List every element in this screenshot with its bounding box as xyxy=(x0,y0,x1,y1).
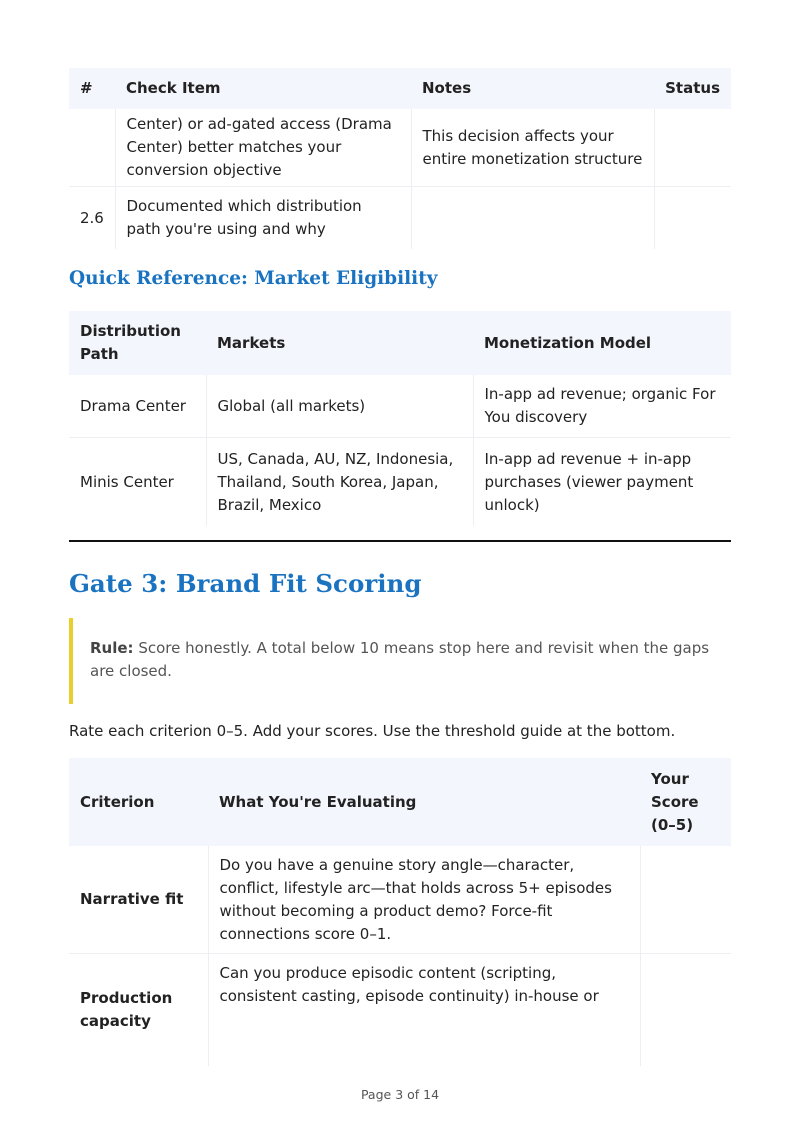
table-row xyxy=(69,375,731,438)
rule-text: Score honestly. A total below 10 means stop here and revisit when the gaps are closed. xyxy=(90,639,710,680)
gate3-heading: Gate 3: Brand Fit Scoring xyxy=(69,569,422,598)
row-distribution-path: Minis Center xyxy=(69,438,206,527)
table-row xyxy=(69,109,731,187)
col-header-monetization-model: Monetization Model xyxy=(473,311,731,375)
row-monetization-model: In-app ad revenue + in-app purchases (viewer payment unlock) xyxy=(473,438,731,527)
col-header-distribution-path: Distribution Path xyxy=(69,311,206,375)
col-header-status: Status xyxy=(654,68,731,109)
row-markets: US, Canada, AU, NZ, Indonesia, Thailand, South Korea, Japan, Brazil, Mexico xyxy=(206,438,473,527)
row-status xyxy=(654,187,731,250)
row-score xyxy=(640,846,731,954)
market-eligibility-table xyxy=(69,311,731,526)
table-header-row xyxy=(69,68,731,109)
row-notes: This decision affects your entire monetization structure xyxy=(411,109,654,187)
rule-label: Rule: xyxy=(90,639,134,657)
row-check-item: Documented which distribution path you're using and why xyxy=(115,187,411,250)
table-row xyxy=(69,187,731,250)
row-monetization-model: In-app ad revenue; organic For You discovery xyxy=(484,385,716,426)
row-criterion: Production capacity xyxy=(69,954,208,1067)
col-header-number: # xyxy=(69,68,115,109)
col-header-notes: Notes xyxy=(411,68,654,109)
row-number xyxy=(69,109,115,187)
row-number: 2.6 xyxy=(69,187,115,250)
col-header-evaluating: What You're Evaluating xyxy=(208,758,640,846)
col-header-markets: Markets xyxy=(206,311,473,375)
page-footer: Page 3 of 14 xyxy=(360,1087,440,1102)
table-row xyxy=(69,846,731,954)
section-divider xyxy=(69,540,731,542)
rule-callout xyxy=(69,618,731,704)
row-markets: Global (all markets) xyxy=(206,375,473,438)
brand-fit-scoring-table xyxy=(69,758,731,1066)
checklist-table xyxy=(69,68,731,249)
table-row xyxy=(69,438,731,527)
col-header-criterion: Criterion xyxy=(69,758,208,846)
row-distribution-path: Drama Center xyxy=(69,375,206,438)
row-evaluating: Do you have a genuine story angle—character, conflict, lifestyle arc—that holds across 5+ episodes without becoming a product demo? Force-fit connections score 0–1. xyxy=(208,846,640,954)
table-header-row xyxy=(69,311,731,375)
table-header-row xyxy=(69,758,731,846)
row-evaluating: Can you produce episodic content (scripting, consistent casting, episode continuity) in-house or xyxy=(208,954,640,1067)
row-notes xyxy=(411,187,654,250)
quick-reference-heading: Quick Reference: Market Eligibility xyxy=(69,268,438,289)
row-criterion: Narrative fit xyxy=(69,846,208,954)
col-header-score: Your Score (0–5) xyxy=(640,758,731,846)
gate3-intro: Rate each criterion 0–5. Add your scores. Use the threshold guide at the bottom. xyxy=(69,722,676,740)
row-check-item: Center) or ad-gated access (Drama Center) better matches your conversion objective xyxy=(115,109,411,187)
table-row xyxy=(69,954,731,1067)
col-header-check-item: Check Item xyxy=(115,68,411,109)
row-status xyxy=(654,109,731,187)
row-score xyxy=(640,954,731,1067)
